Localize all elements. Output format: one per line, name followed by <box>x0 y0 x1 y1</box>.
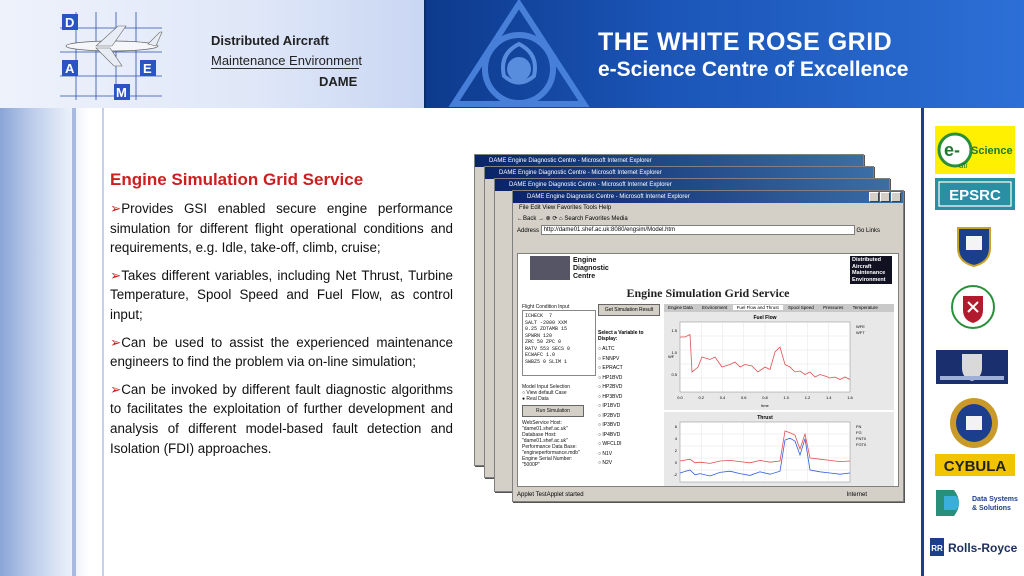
thrust-panel <box>664 412 894 487</box>
engine-logo-icon <box>530 256 570 280</box>
bullet-item <box>110 333 453 372</box>
oxford-crest <box>948 396 1000 450</box>
model-input-label: Model Input Selection <box>522 384 571 390</box>
window-controls <box>868 192 901 203</box>
svg-text:Rolls-Royce: Rolls-Royce <box>948 541 1018 555</box>
variable-list-panel <box>598 304 660 487</box>
get-result-button[interactable]: Get Simulation Result <box>598 304 660 316</box>
engine-serial-value: "5000P" <box>522 462 541 468</box>
variable-option[interactable]: ○ HP3BVD <box>598 393 623 400</box>
y-tick-label: 1.5 <box>671 328 677 333</box>
x-tick-label: 1.4 <box>825 395 832 400</box>
variable-option[interactable]: ○ FNNPV <box>598 355 620 362</box>
dame-title-line3: DAME <box>319 74 358 89</box>
chart-title: Thrust <box>757 415 773 421</box>
wrg-title: THE WHITE ROSE GRID <box>598 28 893 56</box>
window-titlebar <box>513 191 903 203</box>
variable-option[interactable]: ○ ALTC <box>598 346 615 352</box>
wrg-subtitle: e-Science Centre of Excellence <box>598 58 909 81</box>
ws-host-value: "dame01.shef.ac.uk" <box>522 426 568 432</box>
browser-toolbar[interactable]: ←Back → ⊗ ⟳ ⌂ Search Favorites Media <box>517 216 628 222</box>
variable-option[interactable]: ○ IP3BVD <box>598 422 621 428</box>
legend-entry: FN <box>856 424 862 429</box>
svg-text:EPSRC: EPSRC <box>949 187 1001 204</box>
maximize-icon[interactable] <box>880 192 890 202</box>
x-tick-label: 1.0 <box>783 395 790 400</box>
close-icon[interactable] <box>891 192 901 202</box>
legend-entry: FNT0 <box>856 436 866 441</box>
bullet-text: Takes different variables, including Net Thrust, Turbine Temperature, Spool Speed and Fuel Flow, as control input; <box>110 267 453 322</box>
tab-strip <box>664 304 894 312</box>
edc-logo-text: Engine Diagnostic Centre <box>573 257 609 280</box>
radio-real[interactable]: ● Real Data <box>522 396 549 402</box>
svg-text:& Solutions: & Solutions <box>972 505 1011 512</box>
flight-input-textarea[interactable]: ICHECK 7 SALT -2000 XXM 0.25 ZDTAMB 15 SPWRN 120 ZRC 50 ZPC 0 RATV 553 SECS 0 ECWAFC 1.0 SWBZ5 0 SLIM 1 <box>522 310 596 376</box>
window-titlebar: DAME Engine Diagnostic Centre - Microsoft Internet Explorer <box>485 167 873 179</box>
x-tick-label: 1.2 <box>804 395 811 400</box>
status-text: Applet TestApplet started <box>517 492 584 498</box>
legend-entry: FGT0 <box>856 442 867 447</box>
svg-text:RR: RR <box>931 544 943 553</box>
db-host-label: Database Host: <box>522 432 557 438</box>
chart-title: Fuel Flow <box>753 315 777 321</box>
radio-default[interactable]: ○ View default Case <box>522 390 567 396</box>
variable-option[interactable]: ○ IP1BVD <box>598 403 621 409</box>
data-systems-logo <box>934 486 1020 520</box>
bullet-item <box>110 380 453 458</box>
dame-letter-d: D <box>65 15 75 30</box>
y-tick-label: 6 <box>674 424 677 429</box>
tab-pressures[interactable]: Pressures <box>823 305 844 310</box>
cybula-logo <box>935 454 1015 476</box>
tab-temperature[interactable]: Temperature <box>852 305 878 310</box>
address-label: Address <box>517 228 540 234</box>
variable-option[interactable]: ○ WFCLDI <box>598 441 622 447</box>
left-decoration <box>0 108 90 576</box>
bullet-item <box>110 266 453 325</box>
dame-letter-m: M <box>116 85 127 100</box>
bullet-list <box>110 199 453 466</box>
svg-text:CYBULA: CYBULA <box>943 458 1007 475</box>
dame-logo <box>56 8 166 104</box>
fuel-flow-chart <box>664 312 886 410</box>
bullet-arrow-icon: ➢ <box>110 267 122 283</box>
browser-page <box>517 253 899 487</box>
bullet-arrow-icon: ➢ <box>110 201 122 216</box>
x-tick-label: 0.8 <box>762 395 768 400</box>
dame-title-line2: Maintenance Environment <box>211 53 363 68</box>
variable-option[interactable]: ○ HP2BVD <box>598 384 623 390</box>
bullet-arrow-icon: ➢ <box>110 381 122 397</box>
left-stripe-thin <box>102 108 104 576</box>
x-tick-label: 1.6 <box>847 395 853 400</box>
rolls-royce-logo <box>928 536 1024 560</box>
address-bar <box>513 225 903 237</box>
bullet-text: Can be used to assist the experienced maintenance engineers to find the problem via on-line simulation; <box>110 334 453 370</box>
x-axis-label: time <box>761 403 769 408</box>
perf-db-label: Performance Data Base: <box>522 444 577 450</box>
minimize-icon[interactable] <box>869 192 879 202</box>
bullet-text: Provides GSI enabled secure engine performance simulation for different flight operational conditions and requirements, e.g. Idle, take-off, climb, cruise; <box>110 201 453 256</box>
y-axis-label: WF <box>668 354 675 359</box>
bullet-item <box>110 199 453 258</box>
variable-list[interactable] <box>598 345 660 469</box>
window-titlebar: DAME Engine Diagnostic Centre - Microsoft Internet Explorer <box>495 179 889 191</box>
left-stripe <box>72 108 76 576</box>
dti-escience-logo <box>935 126 1015 174</box>
y-tick-label: 2 <box>674 448 677 453</box>
x-tick-label: 0.2 <box>698 395 705 400</box>
white-rose-logo <box>444 0 594 108</box>
dame-title-line1: Distributed Aircraft <box>211 33 329 48</box>
svg-text:dti: dti <box>959 161 968 170</box>
tab-engine-data[interactable]: Engine Data <box>668 305 693 310</box>
x-tick-label: 0.0 <box>677 395 683 400</box>
engine-serial-label: Engine Serial Number: <box>522 456 573 462</box>
tab-spool-speed[interactable]: Spool Speed <box>788 305 814 310</box>
epsrc-logo <box>935 178 1015 210</box>
legend-entry: WFE <box>856 324 865 329</box>
tab-fuel-flow-thrust[interactable]: Fuel Flow and Thrust <box>733 305 783 310</box>
bullet-arrow-icon: ➢ <box>110 334 122 350</box>
legend-entry: FG <box>856 430 862 435</box>
select-variable-label: Select a Variable to Display: <box>598 330 644 342</box>
db-host-value: "dame01.shef.ac.uk" <box>522 438 568 444</box>
y-tick-label: 0 <box>674 460 677 465</box>
university-crest-1 <box>954 224 994 268</box>
university-crest-2 <box>950 284 996 330</box>
address-input[interactable]: http://dame01.shef.ac.uk:8080/engsim/Model.htm <box>541 225 855 235</box>
browser-window-front <box>512 190 904 502</box>
go-button[interactable]: Go <box>856 228 865 234</box>
x-tick-label: 0.6 <box>740 395 747 400</box>
dame-letter-e: E <box>143 61 152 76</box>
status-zone: Internet <box>846 492 867 498</box>
y-tick-label: 4 <box>674 436 677 441</box>
sponsor-logos-column <box>921 108 1024 576</box>
dame-dist-box: Distributed Aircraft Maintenance Environment <box>850 256 892 284</box>
fuel-flow-panel <box>664 312 894 410</box>
dame-banner <box>0 0 426 108</box>
x-tick-label: 0.4 <box>719 395 726 400</box>
variable-option[interactable]: ○ HP1BVD <box>598 374 623 381</box>
variable-option[interactable]: ○ N1V <box>598 450 613 457</box>
svg-text:Data Systems: Data Systems <box>972 496 1018 503</box>
variable-option[interactable]: ○ N2V <box>598 460 613 466</box>
y-tick-label: 0.5 <box>671 372 677 377</box>
perf-db-value: "engineperformance.mdb" <box>522 450 580 456</box>
input-panel <box>522 304 596 487</box>
y-tick-label: -2 <box>673 472 677 477</box>
thrust-chart <box>664 412 886 487</box>
bullet-text: Can be invoked by different fault diagnostic algorithms to facilitates the exploitation of further development and analysis of different model-based fault detection and Isolation (FDI) approaches. <box>110 381 453 456</box>
svg-text:Science: Science <box>971 145 1013 157</box>
links-button[interactable]: Links <box>866 228 881 234</box>
variable-option[interactable]: ○ IP2BVD <box>598 412 621 419</box>
app-title: Engine Simulation Grid Service <box>626 286 790 300</box>
university-crest-3 <box>936 350 1008 384</box>
status-bar <box>513 489 903 501</box>
dame-letter-a: A <box>65 61 75 76</box>
variable-option[interactable]: ○ EPRACT <box>598 365 623 371</box>
window-title: DAME Engine Diagnostic Centre - Microsoft Internet Explorer <box>527 194 690 200</box>
legend-entry: WFT <box>856 330 865 335</box>
flight-input-label: Flight Condition Input <box>522 304 570 310</box>
slide-title: Engine Simulation Grid Service <box>110 170 364 189</box>
tab-environment[interactable]: Environment <box>702 305 728 310</box>
y-tick-label: 1.0 <box>671 350 677 355</box>
variable-option[interactable]: ○ IP4BVD <box>598 431 621 438</box>
header-banner <box>0 0 1024 108</box>
run-simulation-button[interactable]: Run Simulation <box>522 405 584 417</box>
menu-bar[interactable]: File Edit View Favorites Tools Help <box>519 205 612 211</box>
svg-text:e-: e- <box>944 140 961 160</box>
dame-rule <box>211 68 359 69</box>
window-titlebar: DAME Engine Diagnostic Centre - Microsoft Internet Explorer <box>475 155 863 167</box>
ws-host-label: WebService Host: <box>522 420 562 426</box>
